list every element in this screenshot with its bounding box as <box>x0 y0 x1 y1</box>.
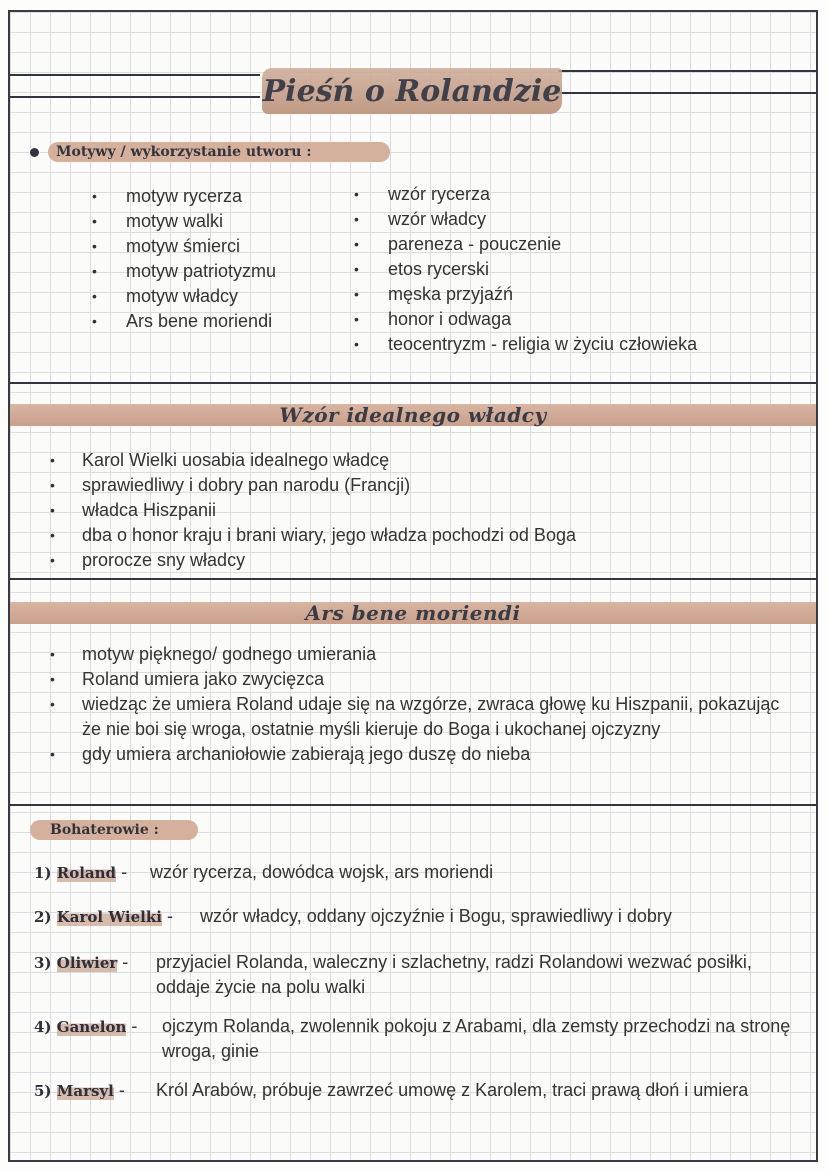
motive-item: • motyw walki <box>126 209 276 234</box>
hero-separator: - <box>117 952 129 972</box>
motive-item: • teocentryzm - religia w życiu człowieka <box>388 332 697 357</box>
motive-item: • Ars bene moriendi <box>126 309 276 334</box>
hero-separator: - <box>161 906 173 926</box>
ruler-list <box>82 448 576 573</box>
hero-name: Roland <box>56 864 117 882</box>
title-rule-left-bottom <box>10 96 260 98</box>
ruler-item: • dba o honor kraju i brani wiary, jego władza pochodzi od Boga <box>82 523 576 548</box>
hero-description: Król Arabów, próbuje zawrzeć umowę z Karolem, traci prawą dłoń i umiera <box>156 1080 749 1100</box>
motive-item: • wzór rycerza <box>388 182 697 207</box>
ruler-heading: Wzór idealnego władcy <box>279 403 547 427</box>
hero-description: przyjaciel Rolanda, waleczny i szlachetny, radzi Rolandowi wezwać posiłki, oddaje życie na polu walki <box>156 952 752 997</box>
ars-item: • motyw pięknego/ godnego umierania <box>82 642 782 667</box>
motive-item: • pareneza - pouczenie <box>388 232 697 257</box>
motive-item: • motyw władcy <box>126 284 276 309</box>
page-title: Pieśń o Rolandzie <box>262 68 562 114</box>
motive-item: • motyw patriotyzmu <box>126 259 276 284</box>
hero-name: Karol Wielki <box>56 908 162 926</box>
ruler-item: • Karol Wielki uosabia idealnego władcę <box>82 448 576 473</box>
ruler-item: • prorocze sny władcy <box>82 548 576 573</box>
ars-item: • Roland umiera jako zwycięzca <box>82 667 782 692</box>
section-divider-3 <box>10 804 816 806</box>
hero-name: Ganelon <box>56 1018 127 1036</box>
ars-item: • wiedząc że umiera Roland udaje się na wzgórze, zwraca głowę ku Hiszpanii, pokazując że nie boi się wroga, ostatnie myśli kieruje do Boga i ukochanej ojczyzny <box>82 692 782 742</box>
motive-item: • honor i odwaga <box>388 307 697 332</box>
section-divider-1 <box>10 382 816 384</box>
hero-separator: - <box>113 1080 125 1100</box>
hero-item <box>34 904 804 956</box>
hero-separator: - <box>126 1016 138 1036</box>
motives-bullet-icon <box>30 148 39 157</box>
section-divider-2 <box>10 578 816 580</box>
hero-number: 3) <box>34 954 57 972</box>
ars-heading-band <box>10 602 816 624</box>
title-rule-left-top <box>10 74 260 76</box>
ruler-heading-band <box>10 404 816 426</box>
ars-item: • gdy umiera archaniołowie zabierają jego duszę do nieba <box>82 742 782 767</box>
motive-item: • męska przyjaźń <box>388 282 697 307</box>
hero-number: 4) <box>34 1018 57 1036</box>
note-page <box>8 10 818 1162</box>
motive-item: • etos rycerski <box>388 257 697 282</box>
ruler-item: • sprawiedliwy i dobry pan narodu (Francji) <box>82 473 576 498</box>
hero-name: Marsyl <box>56 1082 114 1100</box>
ruler-item: • władca Hiszpanii <box>82 498 576 523</box>
hero-item <box>34 1014 804 1066</box>
hero-number: 5) <box>34 1082 57 1100</box>
motive-item: • motyw śmierci <box>126 234 276 259</box>
title-rule-right-bottom <box>558 92 816 94</box>
hero-number: 1) <box>34 864 57 882</box>
hero-separator: - <box>116 862 128 882</box>
heroes-heading: Bohaterowie : <box>30 820 198 840</box>
ars-list <box>82 642 782 767</box>
motives-heading: Motywy / wykorzystanie utworu : <box>48 142 390 162</box>
motives-right-list <box>388 182 697 357</box>
hero-number: 2) <box>34 908 57 926</box>
title-rule-right-top <box>558 70 816 72</box>
hero-item <box>34 950 804 1002</box>
motives-left-list <box>126 184 276 334</box>
hero-description: wzór rycerza, dowódca wojsk, ars moriendi <box>150 862 494 882</box>
motive-item: • motyw rycerza <box>126 184 276 209</box>
hero-description: wzór władcy, oddany ojczyźnie i Bogu, sprawiedliwy i dobry <box>200 906 672 926</box>
ars-heading: Ars bene moriendi <box>305 601 521 625</box>
motive-item: • wzór władcy <box>388 207 697 232</box>
hero-description: ojczym Rolanda, zwolennik pokoju z Arabami, dla zemsty przechodzi na stronę wroga, ginie <box>162 1016 791 1061</box>
hero-name: Oliwier <box>56 954 118 972</box>
hero-item <box>34 1078 804 1130</box>
